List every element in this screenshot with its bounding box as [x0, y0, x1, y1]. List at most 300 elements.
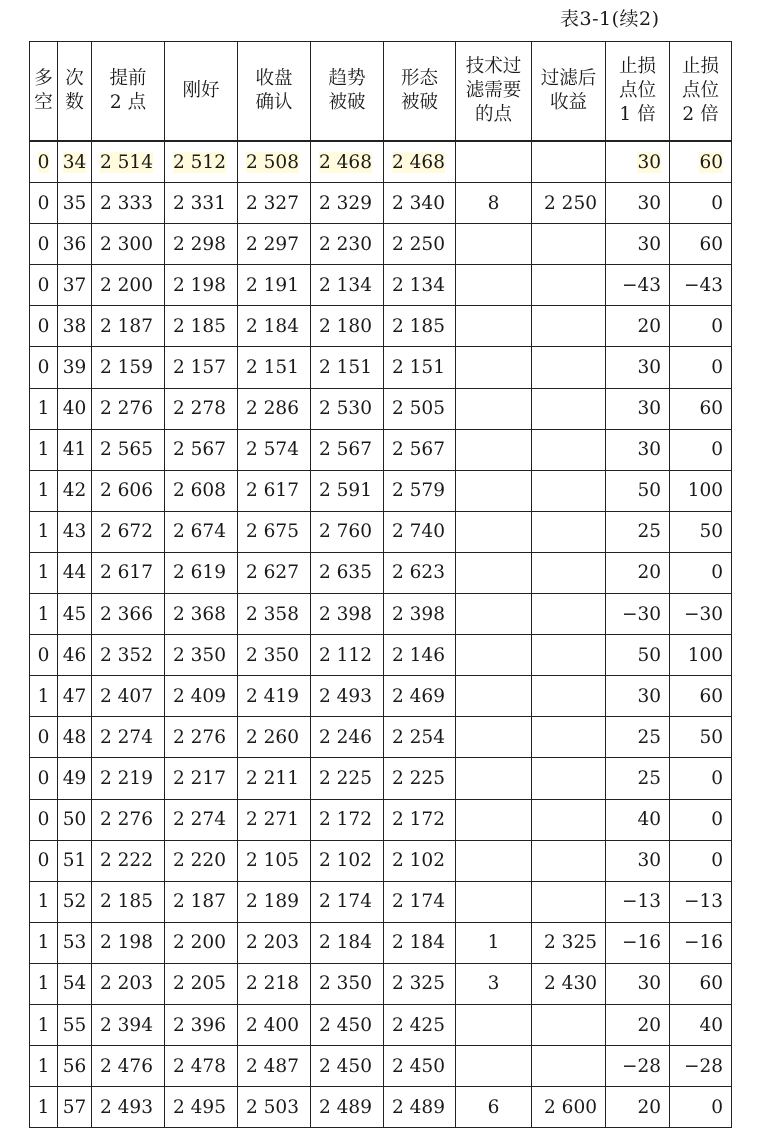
table-cell	[30, 963, 58, 1004]
table-cell	[670, 922, 732, 963]
cell-value: 0	[37, 357, 50, 379]
cell-value: 2 476	[100, 1055, 153, 1077]
table-cell	[311, 347, 384, 388]
table-cell	[532, 306, 606, 347]
table-cell	[670, 1046, 732, 1087]
cell-value: 2 222	[100, 850, 153, 872]
table-cell	[30, 758, 58, 799]
cell-value: 2 400	[246, 1014, 299, 1036]
cell-value: 0	[37, 233, 50, 255]
table-row	[30, 183, 732, 224]
table-cell	[456, 1004, 532, 1045]
cell-value: −28	[621, 1055, 661, 1077]
table-cell	[238, 1046, 311, 1087]
table-caption: 表3-1(续2)	[560, 8, 660, 30]
cell-value: 2 184	[392, 932, 445, 954]
cell-value: 1	[37, 1014, 50, 1036]
table-cell	[606, 963, 670, 1004]
cell-value: 0	[37, 809, 50, 831]
cell-value: 51	[62, 850, 87, 872]
table-cell	[92, 511, 165, 552]
cell-value: 0	[37, 274, 50, 296]
cell-value: 0	[37, 192, 50, 214]
table-cell	[30, 1087, 58, 1128]
cell-value: 30	[637, 850, 661, 872]
column-header	[58, 42, 92, 142]
cell-value: 2 218	[246, 973, 299, 995]
table-cell	[606, 429, 670, 470]
table-cell	[30, 265, 58, 306]
column-header-line: 多	[34, 68, 53, 89]
cell-value: 2 635	[319, 562, 372, 584]
table-cell	[92, 963, 165, 1004]
cell-value: 2 260	[246, 726, 299, 748]
cell-value: −13	[683, 891, 723, 913]
cell-value: −16	[621, 932, 661, 954]
table-cell	[30, 635, 58, 676]
cell-value: 2 567	[173, 439, 226, 461]
cell-value: 1	[37, 521, 50, 543]
table-cell	[165, 635, 238, 676]
table-cell	[456, 429, 532, 470]
table-cell	[606, 183, 670, 224]
cell-value: 2 617	[100, 562, 153, 584]
table-cell	[606, 635, 670, 676]
table-cell	[58, 552, 92, 593]
cell-value: 25	[637, 767, 661, 789]
cell-value: 2 102	[319, 850, 372, 872]
column-header-line: 趋势	[328, 68, 366, 89]
table-cell	[311, 758, 384, 799]
table-cell	[311, 1046, 384, 1087]
cell-value: 2 112	[319, 644, 372, 666]
cell-value: 2 495	[173, 1096, 226, 1118]
table-cell	[670, 183, 732, 224]
cell-value: −28	[683, 1055, 723, 1077]
column-header-line: 数	[65, 92, 84, 113]
table-cell	[456, 963, 532, 1004]
cell-value: 2 274	[100, 726, 153, 748]
cell-value: −43	[621, 274, 661, 296]
cell-value: 46	[62, 644, 87, 666]
cell-value: 45	[62, 603, 87, 625]
table-cell	[238, 306, 311, 347]
cell-value: 0	[37, 151, 50, 173]
table-cell	[165, 1087, 238, 1128]
table-cell	[238, 511, 311, 552]
cell-value: 60	[699, 973, 723, 995]
table-cell	[384, 388, 456, 429]
header-row	[30, 42, 732, 142]
cell-value: 2 331	[173, 192, 226, 214]
table-row	[30, 676, 732, 717]
cell-value: 1	[37, 1096, 50, 1118]
table-cell	[532, 758, 606, 799]
table-cell	[311, 594, 384, 635]
cell-value: 2 358	[246, 603, 299, 625]
cell-value: 2 230	[319, 233, 372, 255]
table-cell	[532, 1046, 606, 1087]
table-row	[30, 347, 732, 388]
table-row	[30, 717, 732, 758]
column-header	[30, 42, 58, 142]
cell-value: 30	[637, 151, 661, 173]
table-cell	[384, 1046, 456, 1087]
cell-value: 0	[37, 315, 50, 337]
table-cell	[532, 881, 606, 922]
cell-value: 2 159	[100, 357, 153, 379]
cell-value: 47	[62, 685, 87, 707]
cell-value: 2 185	[392, 315, 445, 337]
cell-value: 2 740	[392, 521, 445, 543]
column-header-line: 空	[34, 92, 53, 113]
table-cell	[456, 1087, 532, 1128]
cell-value: 30	[637, 233, 661, 255]
table-cell	[58, 470, 92, 511]
table-cell	[92, 388, 165, 429]
table-cell	[311, 511, 384, 552]
table-cell	[58, 758, 92, 799]
table-cell	[311, 635, 384, 676]
cell-value: 2 198	[100, 932, 153, 954]
table-cell	[532, 1087, 606, 1128]
cell-value: 0	[37, 644, 50, 666]
cell-value: 2 409	[173, 685, 226, 707]
cell-value: 50	[699, 521, 723, 543]
column-header-line: 被破	[328, 92, 366, 113]
table-cell	[670, 224, 732, 265]
table-cell	[670, 1087, 732, 1128]
cell-value: 0	[711, 357, 723, 379]
cell-value: 2 250	[392, 233, 445, 255]
table-cell	[238, 224, 311, 265]
cell-value: 2 274	[173, 809, 226, 831]
cell-value: 0	[711, 315, 723, 337]
column-header	[165, 42, 238, 142]
table-cell	[165, 1004, 238, 1045]
cell-value: 2 425	[392, 1014, 445, 1036]
table-cell	[606, 881, 670, 922]
table-cell	[238, 594, 311, 635]
table-cell	[606, 799, 670, 840]
table-cell	[58, 1087, 92, 1128]
table-cell	[58, 840, 92, 881]
table-cell	[311, 1004, 384, 1045]
table-cell	[238, 388, 311, 429]
table-cell	[670, 758, 732, 799]
table-cell	[238, 635, 311, 676]
table-cell	[456, 388, 532, 429]
table-cell	[532, 922, 606, 963]
table-cell	[58, 265, 92, 306]
cell-value: 2 627	[246, 562, 299, 584]
cell-value: 1	[487, 932, 500, 954]
table-row	[30, 881, 732, 922]
table-cell	[606, 1046, 670, 1087]
cell-value: 56	[62, 1055, 87, 1077]
cell-value: −30	[683, 603, 723, 625]
column-header	[311, 42, 384, 142]
cell-value: 37	[62, 274, 87, 296]
table-cell	[30, 552, 58, 593]
cell-value: 50	[62, 809, 87, 831]
table-cell	[456, 840, 532, 881]
cell-value: 2 505	[392, 398, 445, 420]
table-cell	[670, 594, 732, 635]
column-header	[384, 42, 456, 142]
table-cell	[92, 1087, 165, 1128]
table-cell	[165, 922, 238, 963]
cell-value: 42	[62, 480, 87, 502]
table-cell	[670, 552, 732, 593]
column-header	[456, 42, 532, 142]
table-cell	[92, 224, 165, 265]
cell-value: 2 760	[319, 521, 372, 543]
cell-value: 2 508	[246, 151, 299, 173]
table-cell	[311, 224, 384, 265]
cell-value: −16	[683, 932, 723, 954]
table-cell	[165, 429, 238, 470]
table-cell	[165, 141, 238, 183]
table-cell	[311, 141, 384, 183]
cell-value: −30	[621, 603, 661, 625]
cell-value: 2 187	[173, 891, 226, 913]
column-header-line: 技术过	[465, 56, 522, 77]
table-cell	[92, 306, 165, 347]
table-cell	[30, 470, 58, 511]
table-cell	[384, 840, 456, 881]
cell-value: 0	[37, 767, 50, 789]
table-cell	[384, 429, 456, 470]
table-row	[30, 470, 732, 511]
cell-value: 48	[62, 726, 87, 748]
table-cell	[456, 594, 532, 635]
table-cell	[238, 265, 311, 306]
cell-value: 41	[62, 439, 87, 461]
table-cell	[670, 635, 732, 676]
cell-value: 0	[711, 439, 723, 461]
table-cell	[384, 1004, 456, 1045]
cell-value: 0	[711, 850, 723, 872]
table-cell	[311, 840, 384, 881]
cell-value: 6	[487, 1096, 500, 1118]
cell-value: 2 151	[392, 357, 445, 379]
cell-value: 49	[62, 767, 87, 789]
table-cell	[58, 676, 92, 717]
cell-value: 34	[62, 151, 87, 173]
cell-value: 2 565	[100, 439, 153, 461]
table-cell	[238, 429, 311, 470]
table-cell	[92, 1046, 165, 1087]
cell-value: 30	[637, 973, 661, 995]
table-cell	[30, 799, 58, 840]
column-header-line: 被破	[400, 92, 438, 113]
table-cell	[384, 511, 456, 552]
cell-value: 2 174	[392, 891, 445, 913]
cell-value: 36	[62, 233, 87, 255]
table-cell	[670, 963, 732, 1004]
table-cell	[311, 881, 384, 922]
table-cell	[670, 388, 732, 429]
cell-value: 2 329	[319, 192, 372, 214]
cell-value: 2 606	[100, 480, 153, 502]
cell-value: 30	[637, 398, 661, 420]
table-cell	[58, 594, 92, 635]
table-cell	[30, 1004, 58, 1045]
cell-value: 2 591	[319, 480, 372, 502]
cell-value: 2 366	[100, 603, 153, 625]
table-cell	[165, 881, 238, 922]
table-cell	[58, 511, 92, 552]
table-cell	[311, 963, 384, 1004]
cell-value: −43	[683, 274, 723, 296]
cell-value: 2 278	[173, 398, 226, 420]
cell-value: 2 184	[319, 932, 372, 954]
table-cell	[670, 470, 732, 511]
table-cell	[165, 963, 238, 1004]
table-cell	[92, 552, 165, 593]
table-cell	[606, 347, 670, 388]
table-cell	[532, 552, 606, 593]
table-cell	[670, 717, 732, 758]
table-cell	[532, 183, 606, 224]
table-cell	[165, 183, 238, 224]
cell-value: 54	[62, 973, 87, 995]
table-cell	[92, 635, 165, 676]
column-header	[606, 42, 670, 142]
cell-value: 2 203	[246, 932, 299, 954]
table-cell	[384, 306, 456, 347]
table-cell	[165, 799, 238, 840]
cell-value: 2 450	[392, 1055, 445, 1077]
cell-value: 38	[62, 315, 87, 337]
table-cell	[238, 183, 311, 224]
cell-value: 2 105	[246, 850, 299, 872]
table-cell	[30, 881, 58, 922]
table-cell	[606, 676, 670, 717]
table-cell	[456, 799, 532, 840]
cell-value: 2 134	[392, 274, 445, 296]
table-cell	[92, 1004, 165, 1045]
table-cell	[58, 799, 92, 840]
cell-value: 2 184	[246, 315, 299, 337]
table-cell	[92, 799, 165, 840]
cell-value: 2 180	[319, 315, 372, 337]
table-cell	[30, 511, 58, 552]
table-cell	[532, 594, 606, 635]
table-cell	[606, 265, 670, 306]
cell-value: 57	[62, 1096, 87, 1118]
cell-value: 40	[62, 398, 87, 420]
cell-value: 60	[699, 233, 723, 255]
table-body	[30, 141, 732, 1128]
table-cell	[30, 306, 58, 347]
table-cell	[384, 676, 456, 717]
cell-value: 2 286	[246, 398, 299, 420]
cell-value: 2 512	[173, 151, 226, 173]
table-row	[30, 141, 732, 183]
cell-value: 2 407	[100, 685, 153, 707]
column-header-line: 的点	[474, 104, 512, 125]
table-cell	[92, 717, 165, 758]
cell-value: 1	[37, 439, 50, 461]
cell-value: 0	[37, 726, 50, 748]
table-cell	[532, 676, 606, 717]
cell-value: 2 157	[173, 357, 226, 379]
cell-value: 2 350	[319, 973, 372, 995]
cell-value: 2 297	[246, 233, 299, 255]
table-row	[30, 388, 732, 429]
cell-value: 50	[637, 644, 661, 666]
table-cell	[165, 224, 238, 265]
cell-value: 55	[62, 1014, 87, 1036]
table-cell	[384, 347, 456, 388]
table-cell	[165, 552, 238, 593]
table-cell	[532, 840, 606, 881]
table-cell	[58, 347, 92, 388]
table-cell	[456, 552, 532, 593]
column-header-line: 1 倍	[619, 104, 656, 125]
table-cell	[456, 224, 532, 265]
table-cell	[58, 141, 92, 183]
cell-value: 50	[637, 480, 661, 502]
cell-value: 20	[637, 1096, 661, 1118]
table-cell	[92, 881, 165, 922]
table-cell	[58, 224, 92, 265]
cell-value: 2 450	[319, 1014, 372, 1036]
cell-value: 2 350	[246, 644, 299, 666]
table-cell	[606, 141, 670, 183]
cell-value: 2 185	[173, 315, 226, 337]
table-cell	[670, 347, 732, 388]
cell-value: 2 579	[392, 480, 445, 502]
table-row	[30, 552, 732, 593]
table-row	[30, 922, 732, 963]
table-cell	[92, 141, 165, 183]
cell-value: 40	[699, 1014, 723, 1036]
table-cell	[311, 922, 384, 963]
table-cell	[238, 552, 311, 593]
table-cell	[384, 470, 456, 511]
table-cell	[238, 840, 311, 881]
table-cell	[238, 470, 311, 511]
table-cell	[384, 881, 456, 922]
cell-value: 2 225	[392, 767, 445, 789]
table-cell	[58, 429, 92, 470]
column-header-line: 滤需要	[465, 80, 522, 101]
cell-value: 20	[637, 1014, 661, 1036]
table-cell	[311, 388, 384, 429]
cell-value: 50	[699, 726, 723, 748]
cell-value: 2 151	[246, 357, 299, 379]
cell-value: 40	[637, 809, 661, 831]
table-cell	[670, 511, 732, 552]
table-cell	[92, 265, 165, 306]
table-cell	[670, 1004, 732, 1045]
table-cell	[58, 388, 92, 429]
table-cell	[384, 635, 456, 676]
table-cell	[670, 881, 732, 922]
table-cell	[30, 922, 58, 963]
table-cell	[238, 717, 311, 758]
column-header-line: 止损	[618, 56, 656, 77]
column-header-line: 点位	[618, 80, 656, 101]
table-row	[30, 840, 732, 881]
cell-value: 2 333	[100, 192, 153, 214]
table-cell	[311, 470, 384, 511]
cell-value: 2 246	[319, 726, 372, 748]
cell-value: 2 102	[392, 850, 445, 872]
